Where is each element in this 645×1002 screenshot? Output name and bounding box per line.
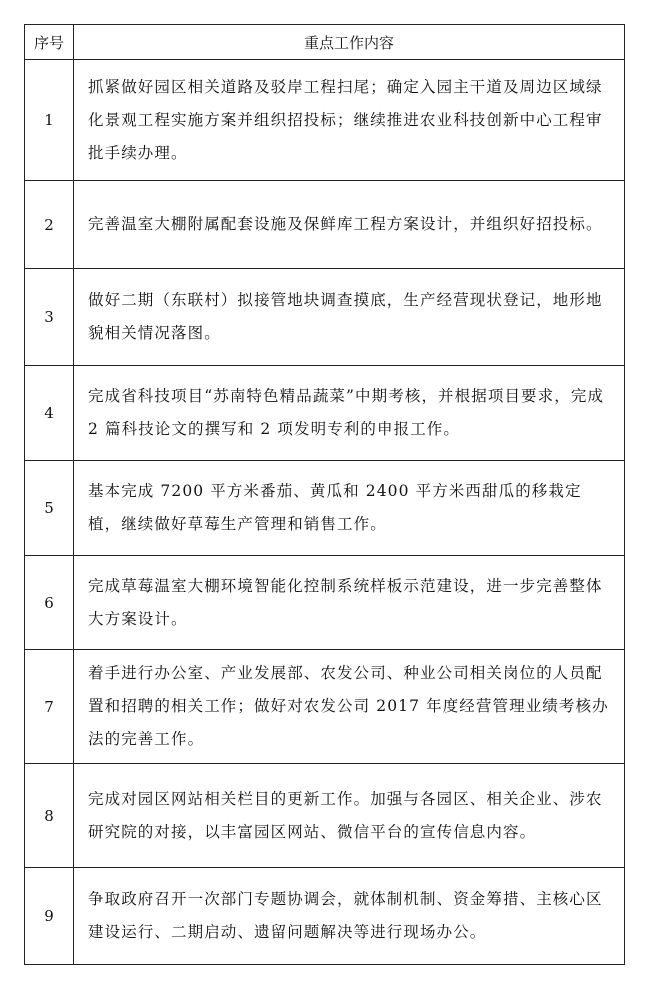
row-content: 做好二期（东联村）拟接管地块调查摸底，生产经营现状登记，地形地貌相关情况落图。 — [74, 269, 625, 366]
table-row — [25, 650, 625, 764]
row-number: 9 — [25, 868, 74, 965]
row-number: 1 — [25, 60, 74, 181]
table-row — [25, 461, 625, 556]
row-number: 5 — [25, 461, 74, 556]
row-content: 争取政府召开一次部门专题协调会，就体制机制、资金筹措、主核心区建设运行、二期启动、遗留问题解决等进行现场办公。 — [74, 868, 625, 965]
row-number: 2 — [25, 181, 74, 269]
row-content: 完成对园区网站相关栏目的更新工作。加强与各园区、相关企业、涉农研究院的对接，以丰富园区网站、微信平台的宣传信息内容。 — [74, 764, 625, 868]
table-row — [25, 366, 625, 461]
row-content: 完成省科技项目“苏南特色精品蔬菜”中期考核，并根据项目要求，完成 2 篇科技论文的撰写和 2 项发明专利的申报工作。 — [74, 366, 625, 461]
row-number: 4 — [25, 366, 74, 461]
table-row — [25, 868, 625, 965]
table-row — [25, 269, 625, 366]
table-row — [25, 60, 625, 181]
row-number: 6 — [25, 556, 74, 650]
table-row — [25, 181, 625, 269]
header-serial-number: 序号 — [25, 25, 74, 60]
row-content: 完善温室大棚附属配套设施及保鲜库工程方案设计，并组织好招投标。 — [74, 181, 625, 269]
table-row — [25, 764, 625, 868]
row-number: 7 — [25, 650, 74, 764]
row-content: 完成草莓温室大棚环境智能化控制系统样板示范建设，进一步完善整体大方案设计。 — [74, 556, 625, 650]
table-header-row — [25, 25, 625, 60]
row-content: 着手进行办公室、产业发展部、农发公司、种业公司相关岗位的人员配置和招聘的相关工作；做好对农发公司 2017 年度经营管理业绩考核办法的完善工作。 — [74, 650, 625, 764]
row-content: 基本完成 7200 平方米番茄、黄瓜和 2400 平方米西甜瓜的移栽定植，继续做好草莓生产管理和销售工作。 — [74, 461, 625, 556]
header-key-work-content: 重点工作内容 — [74, 25, 625, 60]
row-content: 抓紧做好园区相关道路及驳岸工程扫尾；确定入园主干道及周边区域绿化景观工程实施方案并组织招投标；继续推进农业科技创新中心工程审批手续办理。 — [74, 60, 625, 181]
work-plan-table — [24, 24, 625, 965]
row-number: 3 — [25, 269, 74, 366]
table-row — [25, 556, 625, 650]
row-number: 8 — [25, 764, 74, 868]
